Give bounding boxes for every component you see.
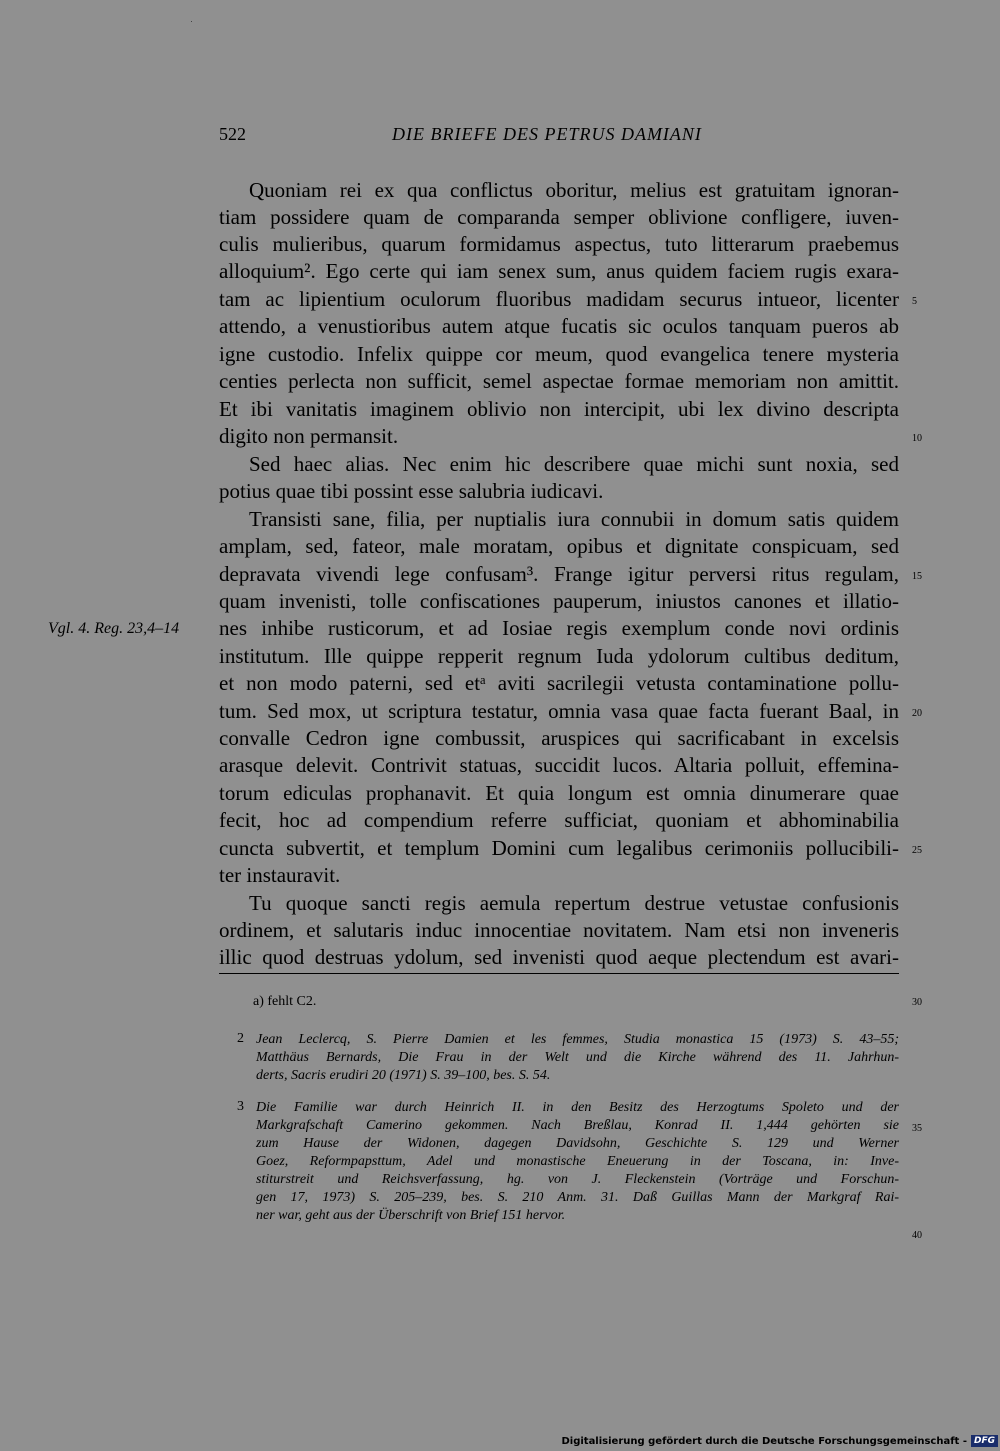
body-line: depravata vivendi lege confusam³. Frange igitur perversi ritus regulam, <box>219 562 899 586</box>
footnote-line: stiturstreit und Reichsverfassung, hg. von J. Fleckenstein (Vorträge und Forschun- <box>256 1172 899 1187</box>
body-line: quam invenisti, tolle confiscationes pauperum, iniustos canones et illatio- <box>219 589 899 613</box>
body-line: ordinem, et salutaris induc innocentiae novitatem. Nam etsi non inveneris <box>219 918 899 942</box>
dfg-logo: DFG <box>971 1435 998 1447</box>
footnote-line: zum Hause der Widonen, dagegen Davidsohn, Geschichte S. 129 und Werner <box>256 1136 899 1151</box>
body-line: alloquium². Ego certe qui iam senex sum, anus quidem faciem rugis exara- <box>219 259 899 283</box>
body-line: tum. Sed mox, ut scriptura testatur, omnia vasa quae facta fuerant Baal, in <box>219 699 899 723</box>
footnote-line: Matthäus Bernards, Die Frau in der Welt und die Kirche während des 11. Jahrhun- <box>256 1050 899 1065</box>
line-number: 20 <box>912 708 922 719</box>
body-line: Tu quoque sancti regis aemula repertum destrue vetustae confusionis <box>249 891 899 915</box>
margin-reference: Vgl. 4. Reg. 23,4–14 <box>48 620 180 637</box>
footnote-line: Die Familie war durch Heinrich II. in den Besitz des Herzogtums Spoleto und der <box>256 1100 899 1115</box>
footnote-separator <box>219 973 899 974</box>
line-number: 30 <box>912 997 922 1008</box>
body-line: potius quae tibi possint esse salubria iudicavi. <box>219 479 604 503</box>
footnote-line: Goez, Reformpapsttum, Adel und monastische Eneuerung in der Toscana, in: Inve- <box>256 1154 899 1169</box>
running-title: DIE BRIEFE DES PETRUS DAMIANI <box>392 124 702 144</box>
body-line: digito non permansit. <box>219 424 399 448</box>
critical-apparatus: a) fehlt C2. <box>253 994 317 1009</box>
line-number: 15 <box>912 571 922 582</box>
body-line: convalle Cedron igne combussit, aruspices qui sacrificabant in excelsis <box>219 726 899 750</box>
line-number: 10 <box>912 433 922 444</box>
line-number: 35 <box>912 1123 922 1134</box>
body-line: amplam, sed, fateor, male moratam, opibus et dignitate conspicuam, sed <box>219 534 899 558</box>
body-line: Quoniam rei ex qua conflictus oboritur, melius est gratuitam ignoran- <box>249 178 899 202</box>
body-line: centies perlecta non sufficit, semel aspectae formae memoriam non amittit. <box>219 369 899 393</box>
body-line: Et ibi vanitatis imaginem oblivio non intercipit, ubi lex divino descripta <box>219 397 899 421</box>
body-line: igne custodio. Infelix quippe cor meum, quod evangelica tenere mysteria <box>219 342 899 366</box>
footnote-line: ner war, geht aus der Überschrift von Brief 151 hervor. <box>256 1208 566 1223</box>
footnote-number: 2 <box>237 1031 244 1046</box>
body-line: torum ediculas prophanavit. Et quia longum est omnia dinumerare quae <box>219 781 899 805</box>
line-number: 5 <box>912 296 917 307</box>
footnote-line: Markgrafschaft Camerino gekommen. Nach Breßlau, Konrad II. 1,444 gehörten sie <box>256 1118 899 1133</box>
body-line: cuncta subvertit, et templum Domini cum legalibus cerimoniis pollucibili- <box>219 836 899 860</box>
footnote-line: derts, Sacris erudiri 20 (1971) S. 39–100, bes. S. 54. <box>256 1068 551 1083</box>
body-line: ter instauravit. <box>219 863 341 887</box>
page-number: 522 <box>219 124 246 144</box>
body-line: institutum. Ille quippe repperit regnum Iuda ydolorum cultibus deditum, <box>219 644 899 668</box>
body-line: attendo, a venustioribus autem atque fucatis sic oculos tanquam pueros ab <box>219 314 899 338</box>
line-number: 40 <box>912 1230 922 1241</box>
body-line: et non modo paterni, sed etᵃ aviti sacrilegii vetusta contaminatione pollu- <box>219 671 899 695</box>
funding-text: Digitalisierung gefördert durch die Deutsche Forschungsgemeinschaft - <box>561 1435 967 1447</box>
funding-notice <box>561 1435 998 1447</box>
scan-speck <box>191 21 192 22</box>
footnote-number: 3 <box>237 1099 244 1114</box>
footnote-line: Jean Leclercq, S. Pierre Damien et les femmes, Studia monastica 15 (1973) S. 43–55; <box>256 1032 899 1047</box>
body-line: culis mulieribus, quarum formidamus aspectus, tuto litterarum praebemus <box>219 232 899 256</box>
body-line: fecit, hoc ad compendium referre sufficiat, quoniam et abhominabilia <box>219 808 899 832</box>
body-line: Transisti sane, filia, per nuptialis iura connubii in domum satis quidem <box>249 507 899 531</box>
body-line: tiam possidere quam de comparanda semper oblivione confligere, iuven- <box>219 205 899 229</box>
body-line: arasque delevit. Contrivit statuas, succidit lucos. Altaria polluit, effemina- <box>219 753 899 777</box>
body-line: illic quod destruas ydolum, sed invenisti quod aeque plectendum est avari- <box>219 945 899 969</box>
body-line: nes inhibe rusticorum, et ad Iosiae regis exemplum conde novi ordinis <box>219 616 899 640</box>
body-line: Sed haec alias. Nec enim hic describere quae michi sunt noxia, sed <box>249 452 899 476</box>
footnote-line: gen 17, 1973) S. 205–239, bes. S. 210 Anm. 31. Daß Guillas Mann der Markgraf Rai- <box>256 1190 899 1205</box>
body-line: tam ac lipientium oculorum fluoribus madidam securus intueor, licenter <box>219 287 899 311</box>
line-number: 25 <box>912 845 922 856</box>
